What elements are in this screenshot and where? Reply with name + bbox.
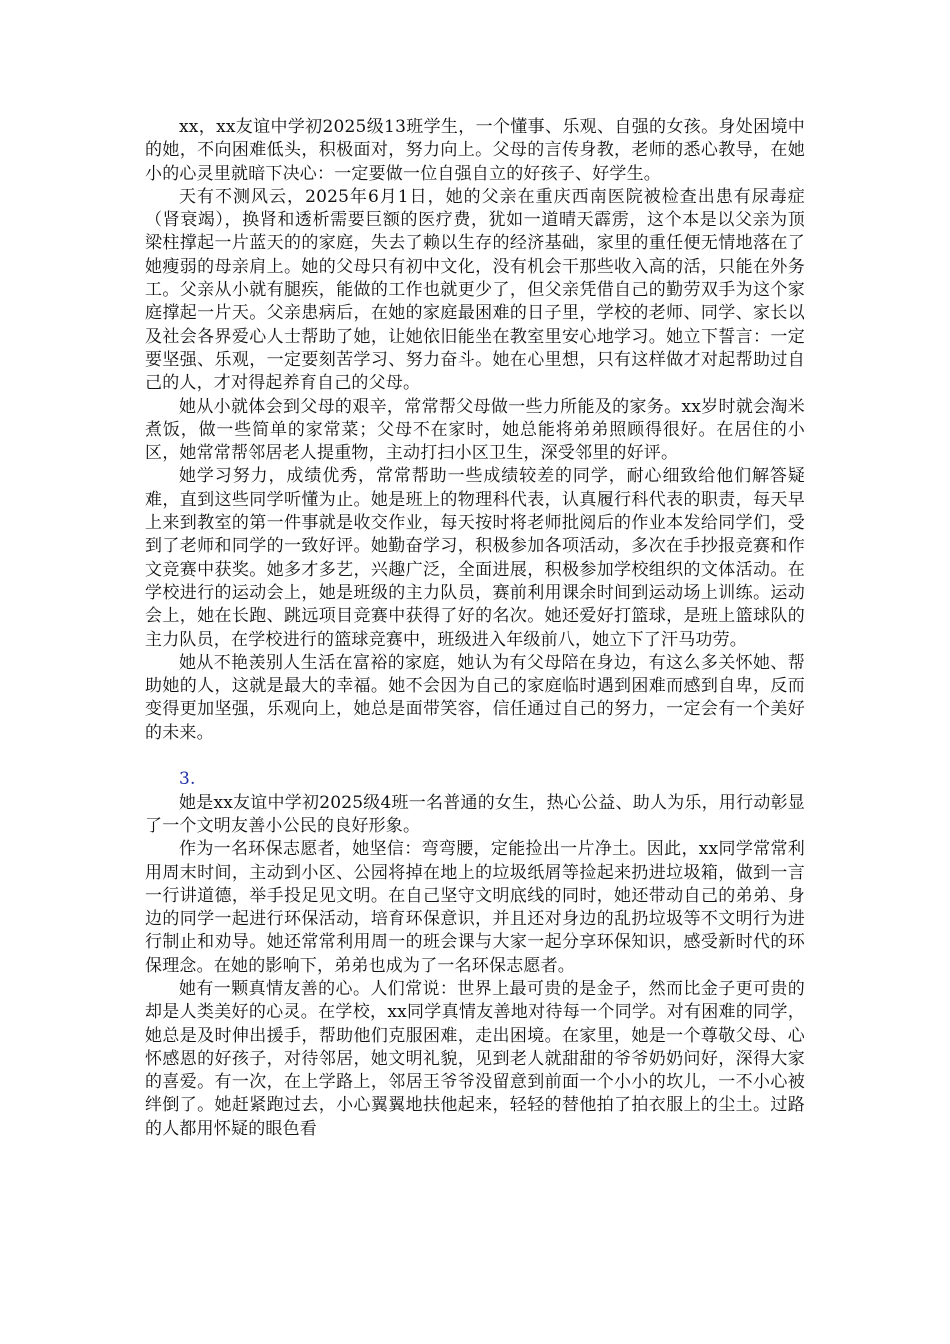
paragraph: 她有一颗真情友善的心。人们常说：世界上最可贵的是金子，然而比金子更可贵的却是人类美好的心灵。在学校，xx同学真情友善地对待每一个同学。对有困难的同学，她总是及时伸出援手，帮助他们克服困难，走出困境。在家里，她是一个尊敬父母、心怀感恩的好孩子，对待邻居，她文明礼貌，见到老人就甜甜的爷爷奶奶问好，深得大家的喜爱。有一次，在上学路上，邻居王爷爷没留意到前面一个小小的坎儿，一不小心被绊倒了。她赶紧跑过去，小心翼翼地扶他起来，轻轻的替他拍了拍衣服上的尘土。过路的人都用怀疑的眼色看: [145, 978, 805, 1139]
paragraph: 她从小就体会到父母的艰辛，常常帮父母做一些力所能及的家务。xx岁时就会淘米煮饭，做一些简单的家常菜；父母不在家时，她总能将弟弟照顾得很好。在居住的小区，她常常帮邻居老人提重物，主动打扫小区卫生，深受邻里的好评。: [145, 396, 805, 464]
document-body: [145, 116, 805, 1141]
paragraph: xx，xx友谊中学初2025级13班学生，一个懂事、乐观、自强的女孩。身处困境中的她，不向困难低头，积极面对，努力向上。父母的言传身教，老师的悉心教导，在她小的心灵里就暗下决心：一定要做一位自强自立的好孩子、好学生。: [145, 117, 805, 184]
paragraph: 作为一名环保志愿者，她坚信：弯弯腰，定能捡出一片净土。因此，xx同学常常利用周末时间，主动到小区、公园将掉在地上的垃圾纸屑等捡起来扔进垃圾箱，做到一言一行讲道德，举手投足见文明。在自己坚守文明底线的同时，她还带动自己的弟弟、身边的同学一起进行环保活动，培育环保意识，并且还对身边的乱扔垃圾等不文明行为进行制止和劝导。她还常常利用周一的班会课与大家一起分享环保知识，感受新时代的环保理念。在她的影响下，弟弟也成为了一名环保志愿者。: [145, 839, 805, 976]
paragraph: 她是xx友谊中学初2025级4班一名普通的女生，热心公益、助人为乐，用行动彰显了一个文明友善小公民的良好形象。: [145, 792, 805, 836]
paragraph: 天有不测风云，2025年6月1日，她的父亲在重庆西南医院被检查出患有尿毒症（肾衰竭），换肾和透析需要巨额的医疗费，犹如一道晴天霹雳，这个本是以父亲为顶梁柱撑起一片蓝天的的家庭，失去了赖以生存的经济基础，家里的重任便无情地落在了她瘦弱的母亲肩上。她的父母只有初中文化，没有机会干那些收入高的活，只能在外务工。父亲从小就有腿疾，能做的工作也就更少了，但父亲凭借自己的勤劳双手为这个家庭撑起一片天。父亲患病后，在她的家庭最困难的日子里，学校的老师、同学、家长以及社会各界爱心人士帮助了她，让她依旧能坐在教室里安心地学习。她立下誓言：一定要坚强、乐观，一定要刻苦学习、努力奋斗。她在心里想，只有这样做才对起帮助过自己的人，才对得起养育自己的父母。: [145, 186, 805, 394]
paragraph: 她从不艳羡别人生活在富裕的家庭，她认为有父母陪在身边，有这么多关怀她、帮助她的人，这就是最大的幸福。她不会因为自己的家庭临时遇到困难而感到自卑，反而变得更加坚强，乐观向上，她总是面带笑容，信任通过自己的努力，一定会有一个美好的未来。: [145, 652, 805, 743]
paragraph: 她学习努力，成绩优秀，常常帮助一些成绩较差的同学，耐心细致给他们解答疑难，直到这些同学听懂为止。她是班上的物理科代表，认真履行科代表的职责，每天早上来到教室的第一件事就是收交作业，每天按时将老师批阅后的作业本发给同学们，受到了老师和同学的一致好评。她勤奋学习，积极参加各项活动，多次在手抄报竞赛和作文竞赛中获奖。她多才多艺，兴趣广泛，全面进展，积极参加学校组织的文体活动。在学校进行的运动会上，她是班级的主力队员，赛前利用课余时间到运动场上训练。运动会上，她在长跑、跳远项目竞赛中获得了好的名次。她还爱好打篮球，是班上篮球队的主力队员，在学校进行的篮球竞赛中，班级进入年级前八，她立下了汗马功劳。: [145, 466, 805, 650]
section-number: 3.: [179, 769, 196, 790]
blank-line: [145, 745, 805, 768]
